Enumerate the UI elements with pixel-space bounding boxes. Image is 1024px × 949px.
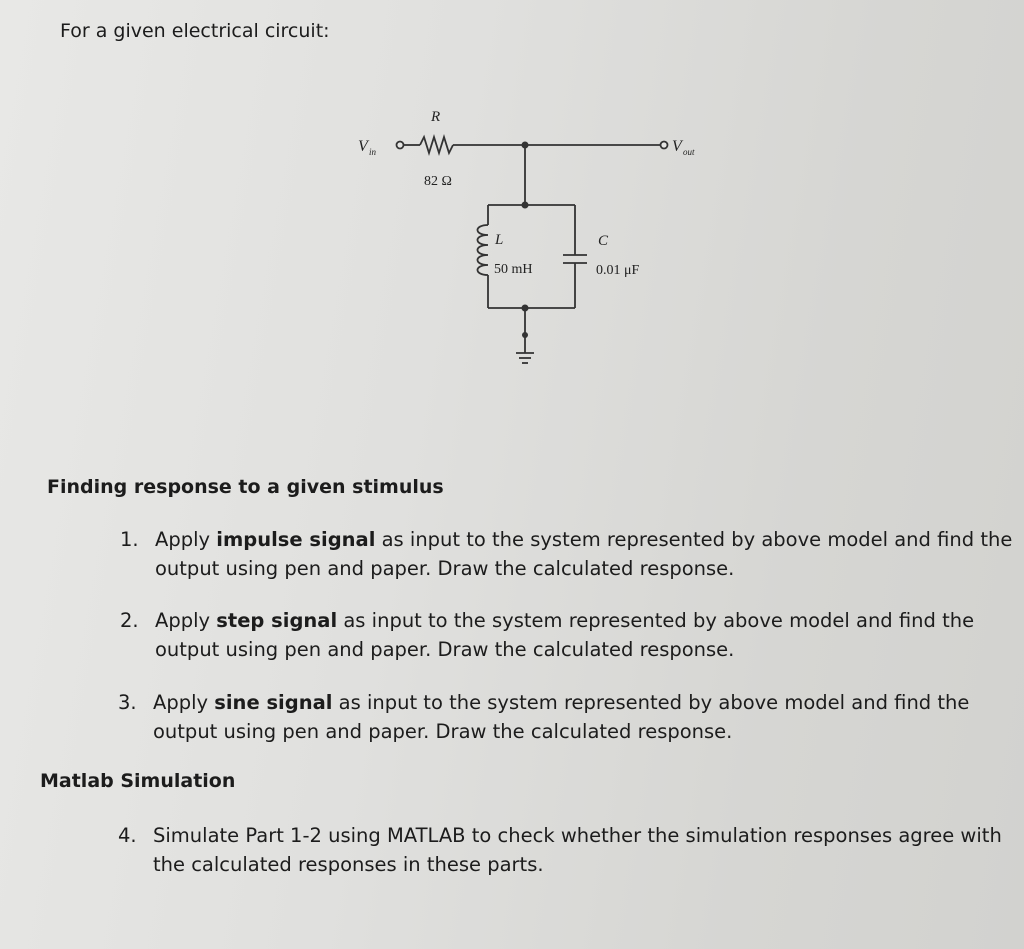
list-item-text: Apply step signal as input to the system represented by above model and find the output using pen and paper. Draw the calculated response. — [155, 609, 975, 661]
vout-subscript: out — [683, 147, 695, 157]
list-item-number: 1. — [120, 528, 139, 551]
vout-terminal — [661, 142, 668, 149]
capacitor-value: 0.01 μF — [596, 263, 640, 278]
ground-symbol — [516, 353, 534, 363]
vout-label: V — [672, 138, 682, 155]
inductor-name: L — [495, 232, 504, 248]
inductor-symbol — [478, 225, 489, 275]
junction-dot — [522, 202, 529, 209]
list-item-number: 4. — [118, 824, 137, 847]
junction-dot — [522, 142, 529, 149]
signal-name: impulse signal — [216, 528, 376, 551]
list-item-text: Apply sine signal as input to the system represented by above model and find the output using pen and paper. Draw the calculated response. — [153, 691, 970, 743]
list-item-text: Simulate Part 1-2 using MATLAB to check whether the simulation responses agree with the calculated responses in these parts. — [153, 824, 1002, 876]
vin-terminal — [397, 142, 404, 149]
resistor-name: R — [431, 109, 441, 125]
resistor-value: 82 Ω — [424, 174, 452, 189]
inductor-value: 50 mH — [494, 262, 533, 277]
list-item-number: 2. — [120, 609, 139, 632]
junction-dot — [522, 332, 528, 338]
section-heading-stimulus: Finding response to a given stimulus — [47, 476, 444, 498]
vin-label: V — [358, 138, 368, 155]
circuit-diagram — [340, 95, 720, 385]
resistor-symbol — [420, 137, 453, 153]
signal-name: sine signal — [214, 691, 333, 714]
list-item-number: 3. — [118, 691, 137, 714]
vin-subscript: in — [369, 147, 377, 157]
capacitor-name: C — [598, 233, 609, 249]
junction-dot — [522, 305, 529, 312]
section-heading-matlab: Matlab Simulation — [40, 770, 236, 792]
intro-text: For a given electrical circuit: — [60, 20, 330, 42]
signal-name: step signal — [216, 609, 338, 632]
list-item-text: Apply impulse signal as input to the system represented by above model and find the output using pen and paper. Draw the calculated response. — [155, 528, 1013, 580]
